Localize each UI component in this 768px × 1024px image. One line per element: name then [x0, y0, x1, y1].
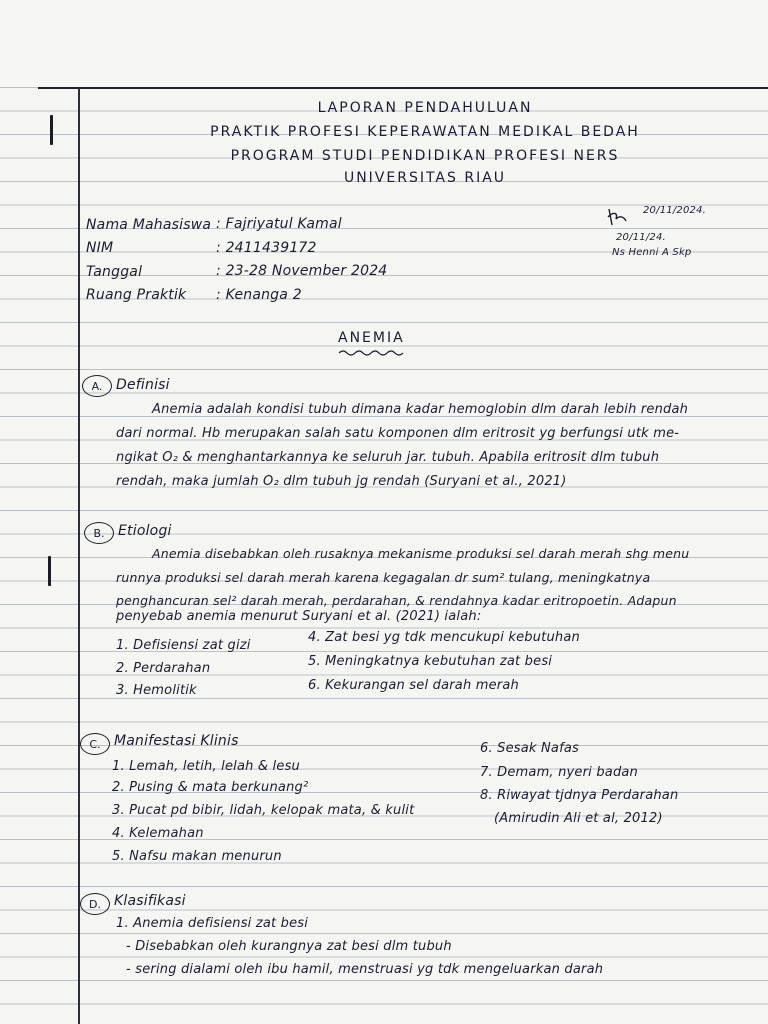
topic-title: ANEMIA — [338, 330, 405, 346]
topic-underline — [338, 349, 404, 357]
manifestasi-item: 5. Nafsu makan menurun — [112, 849, 282, 864]
nama-label: Nama Mahasiswa — [86, 217, 212, 233]
etiologi-item: 6. Kekurangan sel darah merah — [308, 678, 519, 693]
review-date-1: 20/11/2024. — [643, 205, 707, 216]
ruang-label: Ruang Praktik — [86, 287, 187, 303]
etiologi-item: 2. Perdarahan — [116, 661, 211, 676]
klasifikasi-line: 1. Anemia defisiensi zat besi — [116, 916, 309, 931]
etiologi-item: 1. Defisiensi zat gizi — [116, 638, 251, 653]
header-line-3: PROGRAM STUDI PENDIDIKAN PROFESI NERS — [230, 148, 620, 164]
section-b-line: penyebab anemia menurut Suryani et al. (2021) ialah: — [116, 609, 482, 624]
section-a-line: ngikat O₂ & menghantarkannya ke seluruh jar. tubuh. Apabila eritrosit dlm tubuh — [116, 450, 660, 465]
header-rule — [38, 87, 768, 89]
section-b-heading: Etiologi — [118, 523, 172, 539]
section-c-marker: C. — [80, 733, 110, 755]
section-a-line: Anemia adalah kondisi tubuh dimana kadar hemoglobin dlm darah lebih rendah — [152, 402, 689, 417]
etiologi-item: 3. Hemolitik — [116, 683, 197, 698]
section-b-marker: B. — [84, 522, 114, 544]
manifestasi-item: 4. Kelemahan — [112, 826, 204, 841]
header-line-4: UNIVERSITAS RIAU — [343, 170, 507, 186]
tanggal-label: Tanggal — [86, 264, 143, 280]
klasifikasi-line: - Disebabkan oleh kurangnya zat besi dlm tubuh — [126, 939, 452, 954]
header-line-2: PRAKTIK PROFESI KEPERAWATAN MEDIKAL BEDAH — [210, 124, 640, 140]
manifestasi-item: 3. Pucat pd bibir, lidah, kelopak mata, & kulit — [112, 803, 415, 818]
margin-tick-mark — [48, 556, 51, 586]
header-line-1: LAPORAN PENDAHULUAN — [317, 100, 533, 116]
manifestasi-item: 1. Lemah, letih, lelah & lesu — [112, 759, 300, 774]
manifestasi-item: 2. Pusing & mata berkunang² — [112, 780, 309, 795]
nim-value: : 2411439172 — [216, 240, 317, 256]
page-top-blank — [0, 0, 768, 87]
section-b-line: penghancuran sel² darah merah, perdarahan, & rendahnya kadar eritropoetin. Adapun — [116, 593, 677, 608]
klasifikasi-line: - sering dialami oleh ibu hamil, menstruasi yg tdk mengeluarkan darah — [126, 962, 604, 977]
etiologi-item: 5. Meningkatnya kebutuhan zat besi — [308, 654, 553, 669]
section-a-line: rendah, maka jumlah O₂ dlm tubuh jg rendah (Suryani et al., 2021) — [116, 474, 567, 489]
section-a-heading: Definisi — [116, 377, 170, 393]
nama-value: : Fajriyatul Kamal — [216, 216, 342, 232]
reviewer-name: Ns Henni A Skp — [612, 247, 692, 258]
section-b-line: runnya produksi sel darah merah karena kegagalan dr sum² tulang, meningkatnya — [116, 570, 651, 585]
section-b-line: Anemia disebabkan oleh rusaknya mekanisme produksi sel darah merah shg menu — [152, 546, 690, 561]
margin-line — [78, 88, 80, 1024]
manifestasi-citation: (Amirudin Ali et al, 2012) — [494, 811, 663, 826]
nim-label: NIM — [86, 240, 114, 256]
section-a-marker: A. — [82, 375, 112, 397]
section-a-line: dari normal. Hb merupakan salah satu komponen dlm eritrosit yg berfungsi utk me- — [116, 426, 680, 441]
review-date-2: 20/11/24. — [616, 232, 666, 243]
margin-tick-mark — [50, 115, 53, 145]
signature-mark — [606, 205, 628, 229]
section-d-marker: D. — [80, 893, 110, 915]
ruang-value: : Kenanga 2 — [216, 287, 302, 303]
etiologi-item: 4. Zat besi yg tdk mencukupi kebutuhan — [308, 630, 580, 645]
section-d-heading: Klasifikasi — [114, 893, 186, 909]
manifestasi-item: 8. Riwayat tjdnya Perdarahan — [480, 788, 679, 803]
tanggal-value: : 23-28 November 2024 — [216, 263, 388, 279]
manifestasi-item: 6. Sesak Nafas — [480, 741, 579, 756]
section-c-heading: Manifestasi Klinis — [114, 733, 239, 749]
manifestasi-item: 7. Demam, nyeri badan — [480, 765, 638, 780]
